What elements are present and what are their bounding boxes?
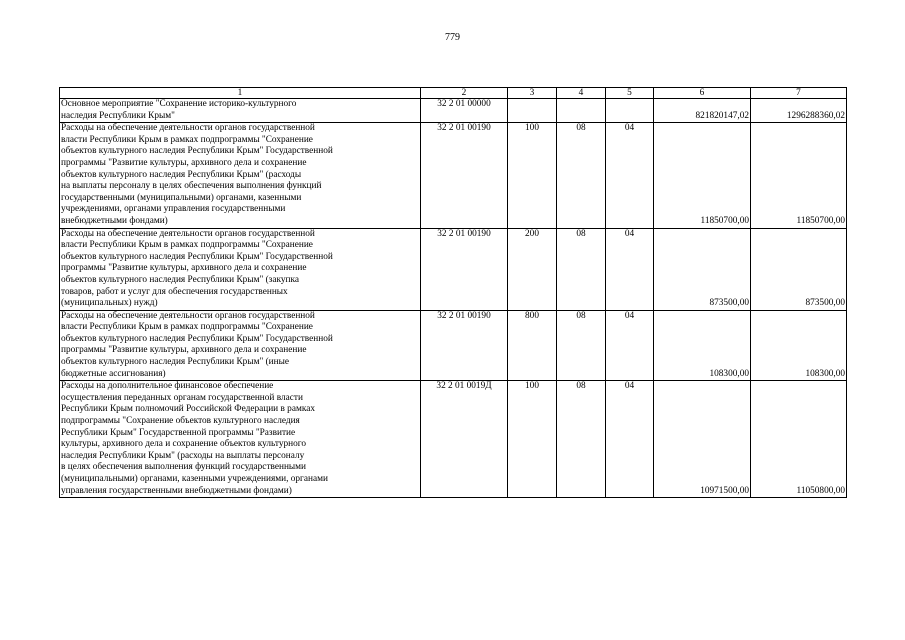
row-section-cell: 08 [557, 381, 606, 498]
row-name-line: власти Республики Крым в рамках подпрограммы "Сохранение [61, 240, 313, 251]
row-amount-col6-cell: 821820147,02 [654, 99, 751, 123]
row-name-line: подпрограммы "Сохранение объектов культурного наследия [61, 416, 300, 427]
row-name-line: объектов культурного наследия Республики Крым" Государственной [61, 333, 333, 344]
row-name-cell [60, 123, 421, 228]
row-name-line: объектов культурного наследия Республики Крым" (иные [61, 357, 289, 368]
row-name-line: программы "Развитие культуры, архивного дела и сохранение [61, 345, 307, 356]
row-code-cell: 32 2 01 00190 [421, 310, 508, 381]
row-name-line: Расходы на обеспечение деятельности органов государственной [61, 228, 315, 239]
header-cell-3: 3 [508, 88, 557, 99]
row-name-line: (муниципальных) нужд) [61, 298, 158, 309]
row-name-line: (муниципальными) органами, казенными учреждениями, органами [61, 474, 328, 484]
row-code-cell: 32 2 01 0019Д [421, 381, 508, 498]
header-cell-1: 1 [60, 88, 421, 99]
row-expense-type-cell: 100 [508, 123, 557, 228]
row-name-line: культуры, архивного дела и сохранение объектов культурного [61, 439, 306, 450]
row-expense-type-cell: 100 [508, 381, 557, 498]
table-header-row [60, 88, 847, 99]
row-name-line: объектов культурного наследия Республики Крым" Государственной [61, 146, 333, 157]
row-name-line: объектов культурного наследия Республики Крым" Государственной [61, 251, 333, 262]
row-code-cell: 32 2 01 00000 [421, 99, 508, 123]
row-name-cell [60, 99, 421, 123]
row-name-cell [60, 310, 421, 381]
row-name-line: программы "Развитие культуры, архивного дела и сохранение [61, 157, 307, 168]
row-subsection-cell: 04 [606, 381, 654, 498]
row-name-line: наследия Республики Крым" [61, 110, 175, 121]
row-section-cell: 08 [557, 123, 606, 228]
row-name-line: власти Республики Крым в рамках подпрограммы "Сохранение [61, 322, 313, 333]
table-row [60, 310, 847, 381]
row-section-cell: 08 [557, 310, 606, 381]
row-name-line: наследия Республики Крым" (расходы на выплаты персоналу [61, 450, 305, 461]
row-name-line: внебюджетными фондами) [61, 215, 168, 226]
row-name-line: на выплаты персоналу в целях обеспечения выполнения функций [61, 181, 322, 192]
row-amount-col6-cell: 10971500,00 [654, 381, 751, 498]
row-name-line: Республики Крым" Государственной программы "Развитие [61, 427, 296, 438]
row-name-line: в целях обеспечения выполнения функций государственными [61, 462, 307, 473]
row-section-cell: 08 [557, 228, 606, 310]
row-expense-type-cell: 200 [508, 228, 557, 310]
row-subsection-cell: 04 [606, 228, 654, 310]
row-name-line: государственными (муниципальными) органами, казенными [61, 192, 302, 203]
row-amount-col7-cell: 11050800,00 [751, 381, 847, 498]
header-cell-7: 7 [751, 88, 847, 99]
row-amount-col6-cell: 11850700,00 [654, 123, 751, 228]
row-section-cell [557, 99, 606, 123]
row-expense-type-cell: 800 [508, 310, 557, 381]
row-name-line: управления государственными внебюджетными фондами) [61, 485, 292, 496]
row-name-line: Расходы на обеспечение деятельности органов государственной [61, 123, 315, 134]
budget-table [59, 87, 847, 498]
row-name-line: Расходы на дополнительное финансовое обеспечение [61, 381, 274, 392]
row-name-line: осуществления переданных органам государственной власти [61, 392, 303, 403]
row-amount-col6-cell: 108300,00 [654, 310, 751, 381]
table-row [60, 228, 847, 310]
row-name-line: Основное мероприятие "Сохранение историко-культурного [61, 99, 297, 109]
row-amount-col7-cell: 1296288360,02 [751, 99, 847, 123]
row-code-cell: 32 2 01 00190 [421, 123, 508, 228]
row-name-line: объектов культурного наследия Республики Крым" (расходы [61, 169, 302, 180]
row-code-cell: 32 2 01 00190 [421, 228, 508, 310]
row-name-line: учреждениями, органами управления государственными [61, 204, 286, 215]
row-name-cell [60, 381, 421, 498]
table-row [60, 381, 847, 498]
row-subsection-cell: 04 [606, 123, 654, 228]
row-name-line: объектов культурного наследия Республики Крым" (закупка [61, 274, 299, 285]
row-expense-type-cell [508, 99, 557, 123]
page-number: 779 [445, 32, 460, 43]
header-cell-4: 4 [557, 88, 606, 99]
header-cell-5: 5 [606, 88, 654, 99]
row-name-line: товаров, работ и услуг для обеспечения государственных [61, 286, 288, 297]
row-amount-col7-cell: 873500,00 [751, 228, 847, 310]
row-amount-col7-cell: 11850700,00 [751, 123, 847, 228]
row-name-line: Расходы на обеспечение деятельности органов государственной [61, 310, 315, 321]
header-cell-6: 6 [654, 88, 751, 99]
row-name-line: власти Республики Крым в рамках подпрограммы "Сохранение [61, 134, 313, 145]
row-name-line: программы "Развитие культуры, архивного дела и сохранение [61, 263, 307, 274]
row-subsection-cell [606, 99, 654, 123]
header-cell-2: 2 [421, 88, 508, 99]
table-row [60, 123, 847, 228]
row-name-cell [60, 228, 421, 310]
row-subsection-cell: 04 [606, 310, 654, 381]
row-amount-col6-cell: 873500,00 [654, 228, 751, 310]
row-name-line: Республики Крым полномочий Российской Федерации в рамках [61, 404, 315, 415]
table-row [60, 99, 847, 123]
row-amount-col7-cell: 108300,00 [751, 310, 847, 381]
row-name-line: бюджетные ассигнования) [61, 368, 166, 379]
